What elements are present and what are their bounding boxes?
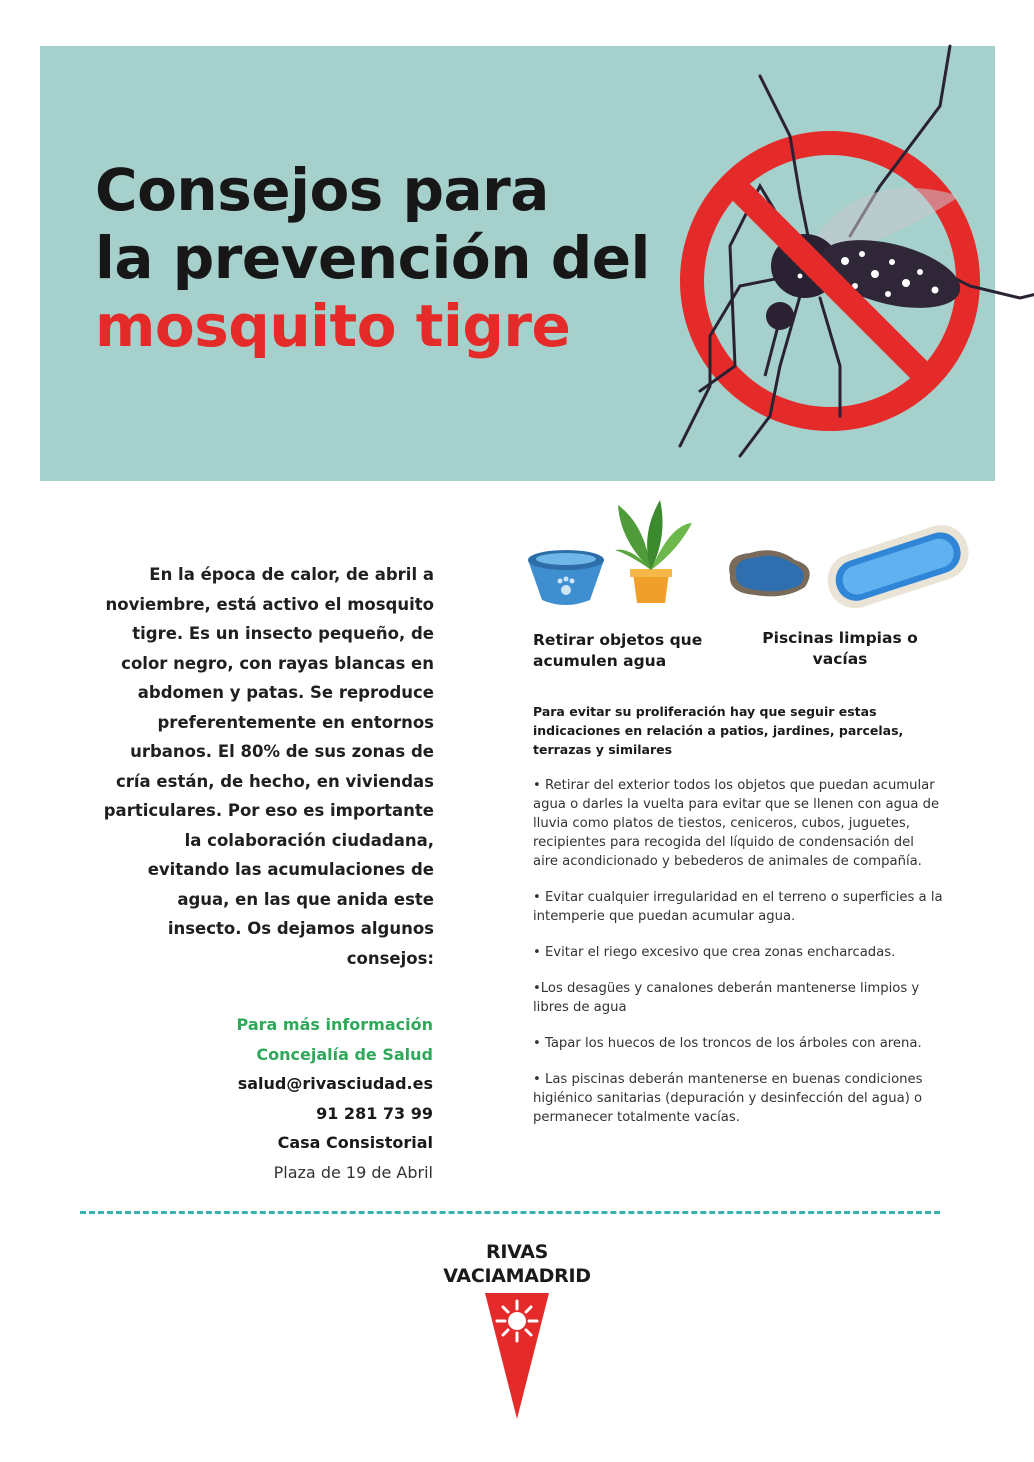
potted-plant-icon: [615, 500, 692, 603]
list-item: • Tapar los huecos de los troncos de los árboles con arena.: [533, 1036, 922, 1051]
tips-lead: Para evitar su proliferación hay que seguir estas indicaciones en relación a patios, jardines, parcelas, terrazas y similares: [533, 704, 904, 757]
puddle-icon: [729, 550, 810, 596]
page-title: [95, 156, 650, 360]
intro-paragraph: En la época de calor, de abril a noviembre, está activo el mosquito tigre. Es un insecto pequeño, de color negro, con rayas blancas en abdomen y patas. Se reproduce preferentemente en entornos urbanos. El 80% de sus zonas de cría están, de hecho, en viviendas particulares. Por eso es importante la colaboración ciudadana, evitando las acumulaciones de agua, en las que anida este insecto. Os dejamos algunos consejos:: [103, 565, 434, 968]
caption-remove-objects: Retirar objetos que acumulen agua: [533, 631, 703, 670]
pet-bowl-icon: [528, 550, 604, 605]
rivas-pennant-logo-icon: [483, 1291, 551, 1421]
title-line-2: la prevención del: [95, 224, 650, 292]
intro-text-block: [100, 560, 434, 973]
logo-text: [400, 1240, 634, 1288]
logo-line-1: RIVAS: [485, 1241, 548, 1263]
contact-address: Plaza de 19 de Abril: [273, 1162, 433, 1182]
list-item: • Evitar cualquier irregularidad en el terreno o superficies a la intemperie que puedan acumular agua.: [533, 890, 943, 924]
contact-email[interactable]: salud@rivasciudad.es: [237, 1074, 433, 1093]
swimming-pool-icon: [821, 518, 970, 615]
contact-department: Concejalía de Salud: [256, 1044, 433, 1064]
list-item: • Las piscinas deberán mantenerse en buenas condiciones higiénico sanitarias (depuración y desinfección del agua) o permanecer totalmente vacías.: [533, 1072, 923, 1125]
title-line-1: Consejos para: [95, 156, 549, 224]
list-item: •Los desagües y canalones deberán mantenerse limpios y libres de agua: [533, 981, 920, 1015]
contact-more-info: Para más información: [236, 1015, 433, 1034]
contact-phone[interactable]: 91 281 73 99: [316, 1103, 433, 1123]
title-line-3: mosquito tigre: [95, 292, 571, 360]
list-item: • Evitar el riego excesivo que crea zonas encharcadas.: [533, 945, 896, 960]
list-item: • Retirar del exterior todos los objetos que puedan acumular agua o darles la vuelta para evitar que se llenen con agua de lluvia como platos de tiestos, ceniceros, cubos, juguetes, recipientes para recogida del líquido de condensación del aire acondicionado y bebederos de animales de compañía.: [533, 778, 940, 869]
logo-line-2: VACIAMADRID: [443, 1265, 591, 1287]
tips-list: [533, 776, 943, 1144]
dashed-divider: [80, 1211, 940, 1214]
caption-clean-pools: Piscinas limpias o vacías: [762, 629, 918, 668]
contact-block: [140, 1010, 433, 1187]
header-banner: [40, 46, 995, 481]
no-mosquito-icon: [640, 36, 1034, 486]
contact-place: Casa Consistorial: [277, 1133, 433, 1152]
tips-illustration: [520, 495, 970, 620]
